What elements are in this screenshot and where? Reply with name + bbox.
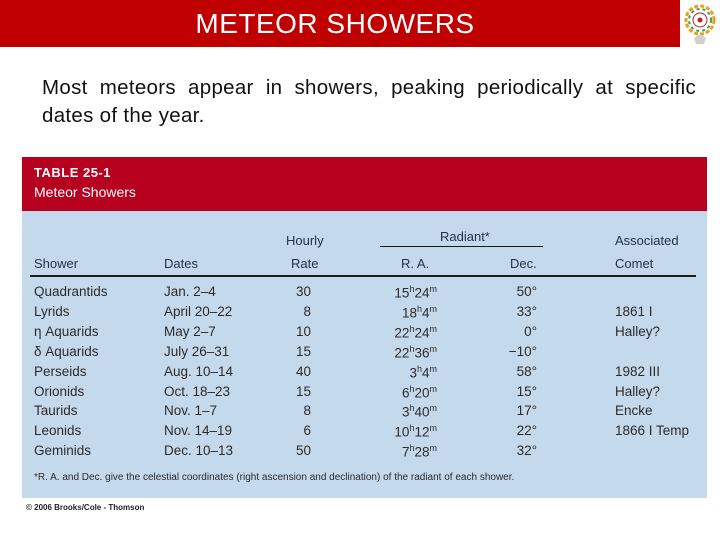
row-shower: Leonids (34, 423, 82, 439)
ra-hours: 3 (409, 365, 417, 381)
ra-hours: 18 (401, 305, 417, 321)
ra-minutes-unit: m (429, 284, 437, 294)
ra-minutes-unit: m (429, 303, 437, 314)
ra-minutes-unit: m (429, 423, 437, 434)
row-ra (394, 344, 437, 361)
row-comet: 1861 I (615, 303, 653, 319)
row-dec: 17° (516, 403, 537, 419)
ra-minutes-unit: m (429, 443, 437, 454)
ra-minutes-unit: m (429, 363, 437, 374)
copyright-credit: © 2006 Brooks/Cole - Thomson (26, 503, 145, 512)
title-bar (0, 0, 680, 47)
row-rate: 15 (295, 343, 311, 359)
ra-hours: 6 (401, 385, 410, 400)
ra-hours: 3 (401, 404, 410, 420)
ra-minutes: 12 (414, 424, 430, 440)
header-ra: R. A. (401, 256, 430, 271)
logo-icon (680, 0, 720, 47)
ra-hours-unit: h (409, 284, 415, 294)
row-dates: Oct. 18–23 (164, 383, 231, 399)
row-dates: Nov. 14–19 (164, 423, 233, 439)
ra-hours-unit: h (409, 423, 415, 434)
ra-hours-unit: h (409, 383, 415, 394)
ra-minutes: 24 (414, 285, 430, 301)
row-ra (402, 304, 437, 321)
row-rate: 6 (303, 423, 311, 439)
row-rate: 8 (303, 403, 311, 419)
ra-hours-unit: h (409, 403, 415, 414)
row-shower: η Aquarids (34, 323, 99, 339)
row-dates: April 20–22 (164, 303, 233, 319)
row-ra (402, 384, 437, 401)
ra-minutes-unit: m (429, 343, 437, 354)
row-comet: 1982 III (615, 363, 661, 379)
row-rate: 50 (295, 443, 311, 459)
row-dec: 0° (524, 323, 537, 339)
row-shower: Geminids (34, 443, 92, 459)
header-rate: Rate (291, 256, 319, 271)
row-comet: Halley? (615, 323, 661, 339)
page-title: METEOR SHOWERS (195, 8, 475, 39)
header-comet-top: Associated (615, 233, 679, 248)
row-ra (394, 284, 437, 301)
ra-minutes: 20 (414, 385, 430, 400)
row-rate: 15 (295, 383, 311, 399)
row-dates: Dec. 10–13 (164, 443, 234, 459)
ra-minutes: 28 (414, 444, 430, 460)
ra-minutes-unit: m (429, 403, 437, 414)
row-dates: Nov. 1–7 (164, 403, 218, 419)
header-rule (30, 275, 696, 277)
row-shower: δ Aquarids (34, 343, 99, 359)
row-comet: Halley? (615, 383, 661, 399)
ra-hours-unit: h (409, 343, 415, 354)
row-ra (394, 423, 437, 440)
row-shower: Perseids (34, 363, 87, 379)
row-dates: Jan. 2–4 (164, 284, 216, 299)
row-comet: 1866 I Temp (615, 423, 690, 439)
ra-hours: 7 (401, 444, 410, 460)
ra-hours-unit: h (409, 323, 415, 334)
row-rate: 8 (303, 303, 311, 319)
row-rate: 30 (295, 284, 311, 299)
ra-minutes: 40 (414, 404, 430, 420)
ra-hours: 22 (394, 325, 410, 341)
row-shower: Taurids (34, 403, 78, 419)
row-dec: 15° (516, 383, 537, 399)
row-shower: Lyrids (34, 303, 70, 319)
row-ra (402, 403, 437, 420)
table-footnote: *R. A. and Dec. give the celestial coordinates (right ascension and declination) of the radiant of each shower. (34, 472, 515, 483)
row-dec: 33° (516, 303, 537, 319)
meteor-table (22, 157, 707, 498)
header-comet: Comet (615, 256, 654, 271)
ra-minutes: 4 (421, 305, 430, 321)
row-comet: Encke (615, 403, 653, 419)
ra-minutes: 4 (421, 365, 430, 381)
row-dates: May 2–7 (164, 323, 216, 339)
row-ra (394, 324, 437, 341)
row-shower: Orionids (34, 383, 85, 399)
ra-hours: 10 (394, 424, 410, 440)
row-rate: 40 (295, 363, 311, 379)
header-shower: Shower (34, 256, 79, 271)
ra-hours: 15 (394, 285, 410, 301)
row-dates: July 26–31 (164, 343, 230, 359)
row-dec: 32° (516, 443, 537, 459)
header-dec: Dec. (510, 256, 537, 271)
intro-paragraph: Most meteors appear in showers, peaking periodically at specific dates of the year. (42, 76, 696, 127)
ra-hours-unit: h (409, 443, 415, 454)
row-dec: 58° (516, 363, 537, 379)
ra-hours-unit: h (416, 363, 422, 374)
ra-minutes-unit: m (429, 323, 437, 334)
row-shower: Quadrantids (34, 284, 108, 299)
table-header-band (22, 157, 707, 211)
header-radiant: Radiant* (440, 229, 490, 244)
row-dec: 50° (516, 284, 537, 299)
ra-hours: 22 (394, 345, 410, 361)
ra-minutes-unit: m (429, 383, 437, 394)
ra-hours-unit: h (416, 303, 422, 314)
ra-minutes: 36 (414, 345, 430, 361)
radiant-underline (380, 246, 543, 247)
row-dec: 22° (516, 423, 537, 439)
row-ra (402, 443, 437, 460)
row-dec: −10° (508, 343, 537, 359)
row-dates: Aug. 10–14 (164, 363, 234, 379)
row-rate: 10 (295, 323, 311, 339)
table-caption: Meteor Showers (34, 184, 136, 200)
header-dates: Dates (164, 256, 198, 271)
table-label: TABLE 25-1 (34, 165, 111, 180)
ra-minutes: 24 (414, 325, 430, 341)
row-ra (409, 364, 437, 381)
header-rate-top: Hourly (286, 233, 324, 248)
